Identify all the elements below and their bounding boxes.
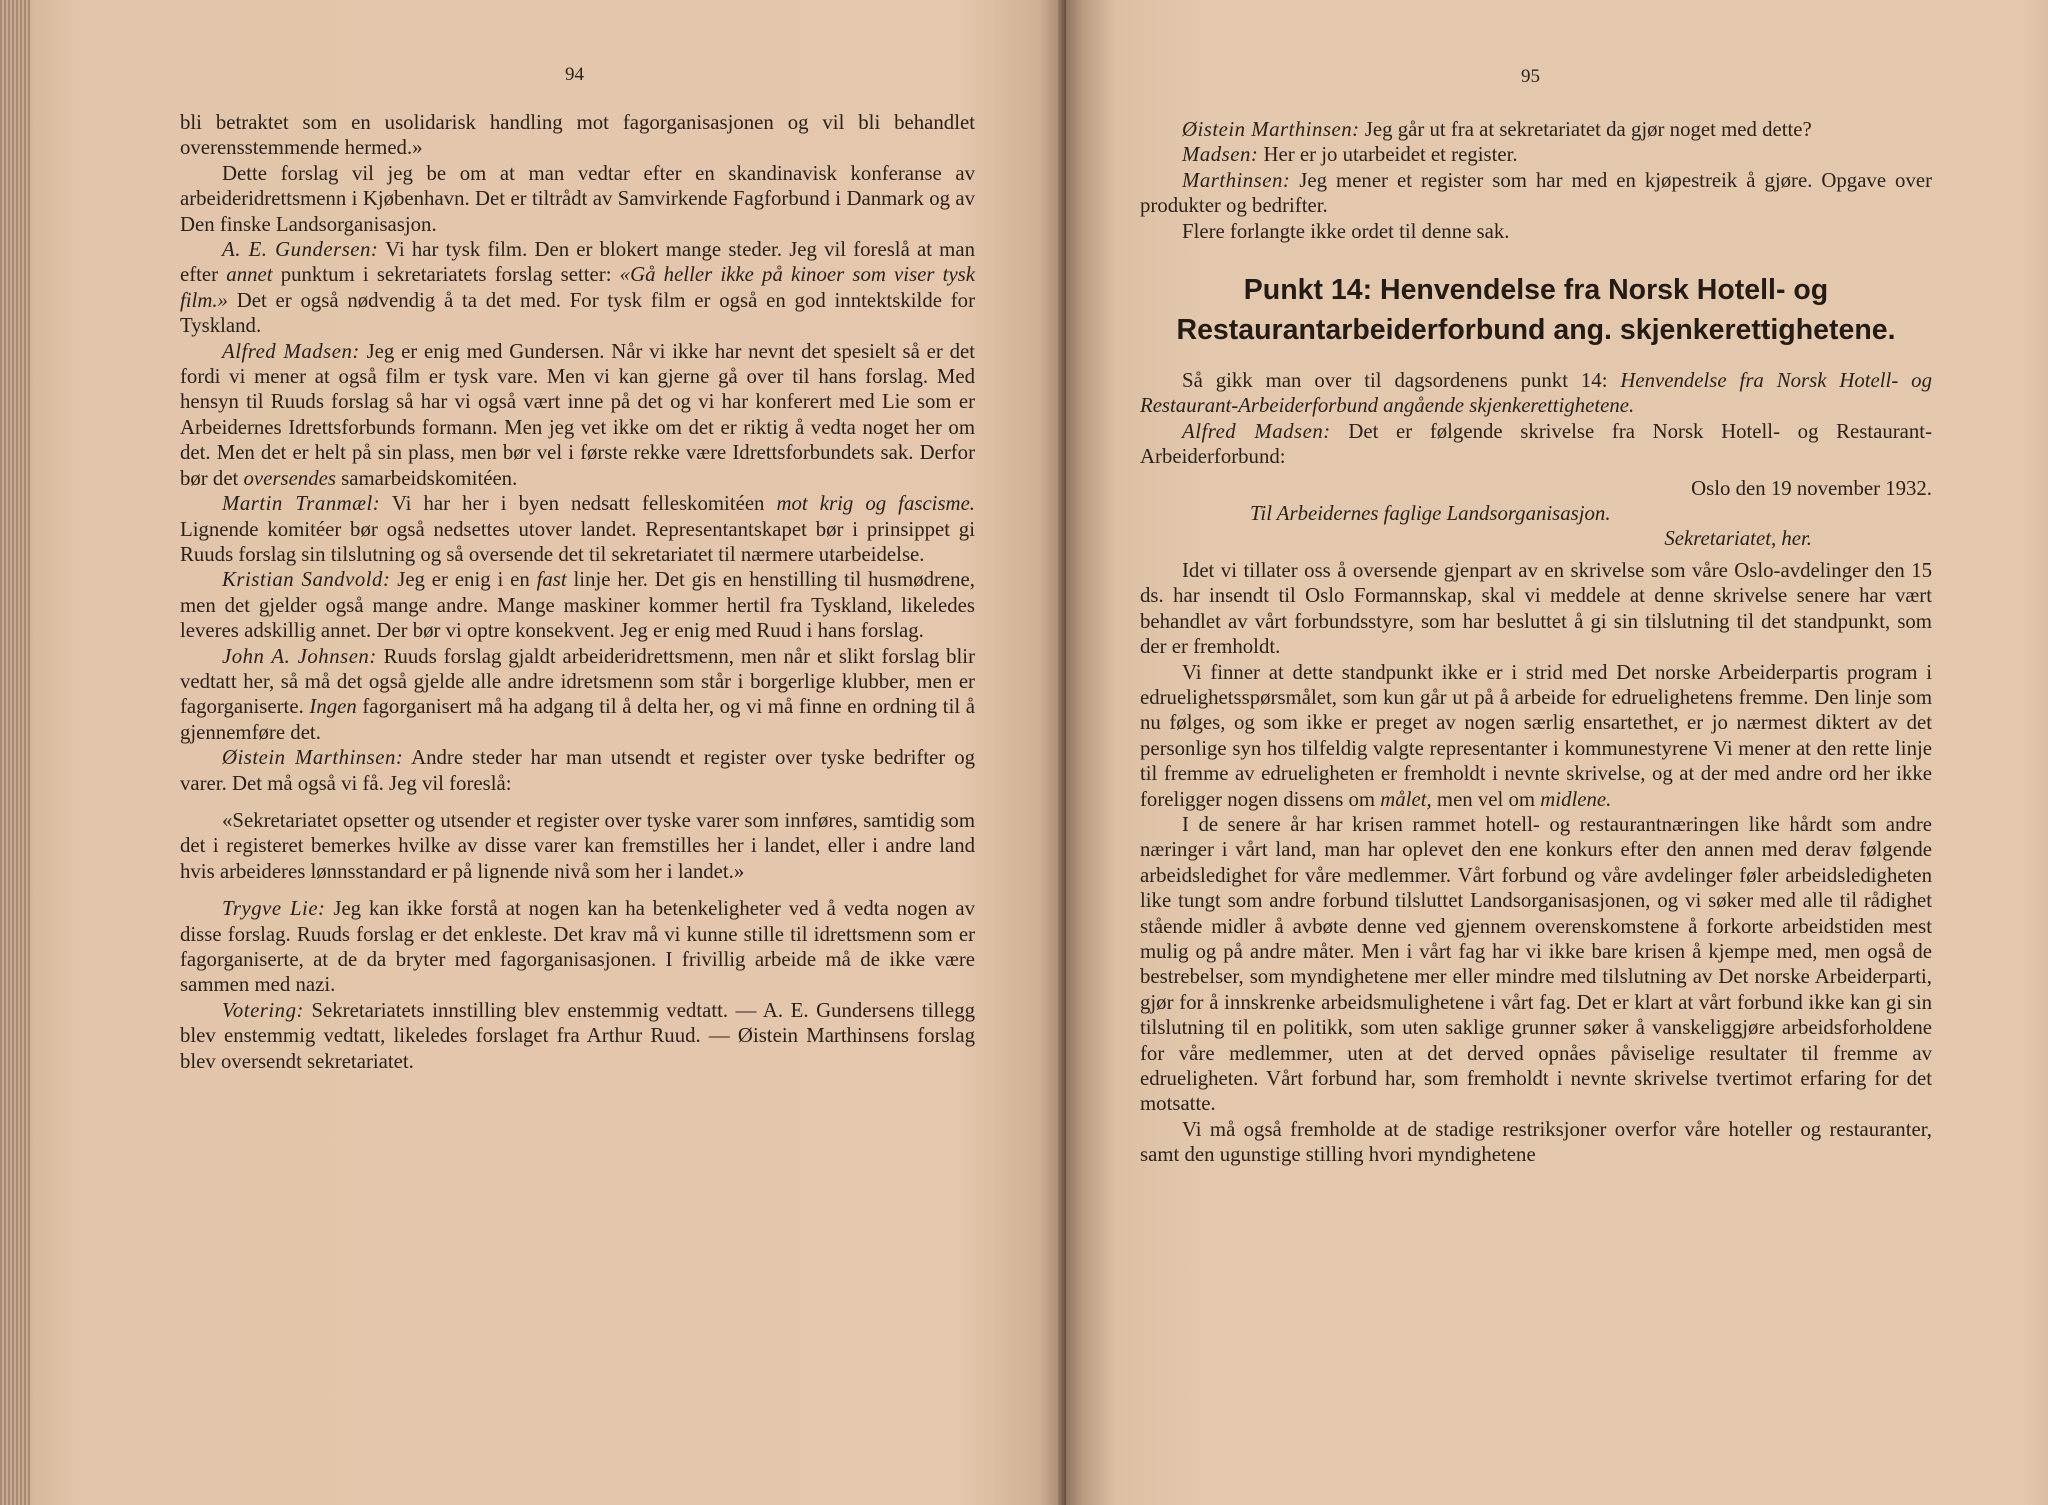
paragraph — [180, 644, 975, 746]
right-text-column — [1140, 117, 1932, 1168]
paragraph-text: Sekretariatets innstilling blev enstemmig vedtatt. — A. E. Gundersens tillegg blev enstemmig vedtatt, likeledes forslaget fra Arthur Ruud. — Øistein Marthinsens forslag blev oversendt sekretariatet. — [180, 998, 975, 1073]
paragraph — [1140, 219, 1932, 244]
paragraph-text: Flere forlangte ikke ordet til denne sak. — [1182, 219, 1510, 243]
paragraph-text: Andre steder har man utsendt et register over tyske bedrifter og varer. Det må også vi få. Jeg vil foreslå: — [180, 746, 976, 795]
left-text-column — [180, 110, 975, 1074]
paragraph-text: Vi har tysk film. Den er blokert mange steder. Jeg vil foreslå at man efter — [180, 238, 975, 287]
speaker-name: Marthinsen: — [1182, 168, 1291, 192]
speaker-name: John A. Johnsen: — [222, 644, 377, 668]
paragraph-text: Så gikk man over til dagsordenens punkt 14: — [1182, 369, 1621, 393]
paragraph-text: fagorganisert må ha adgang til å delta her, og vi må finne en ordning til å gjennemføre det. — [180, 695, 975, 744]
speaker-name: Madsen: — [1182, 143, 1259, 167]
letter-addressee — [1140, 501, 1932, 526]
emphasis: målet, — [1380, 787, 1432, 811]
paragraph-text: Vi har her i byen nedsatt felleskomitéen — [380, 492, 777, 516]
paragraph-text: punktum i sekretariatets forslag setter: — [272, 263, 620, 287]
speaker-name: Øistein Marthinsen: — [1182, 118, 1360, 141]
paragraph-text: Jeg går ut fra at sekretariatet da gjør noget med dette? — [1359, 118, 1812, 141]
right-page — [1066, 0, 2048, 1505]
paragraph-text: samarbeidskomitéen. — [335, 466, 518, 490]
paragraph-text: bli betraktet som en usolidarisk handling mot fagorganisasjonen og vil bli behandlet overensstemmende hermed.» — [180, 111, 975, 160]
heading-line: Punkt 14: Henvendelse fra Norsk Hotell- og — [1243, 274, 1829, 307]
paragraph-text: Det er også nødvendig å ta det med. For tysk film er også en god inntektskilde for Tyskland. — [180, 288, 975, 338]
speaker-name: Kristian Sandvold: — [222, 568, 391, 592]
paragraph — [180, 110, 975, 161]
emphasis: «Gå heller ikke på kinoer som viser tysk film.» — [180, 263, 976, 312]
salutation-text: Sekretariatet, her. — [1664, 527, 1812, 551]
paragraph-text: Vi må også fremholde at de stadige restriksjoner overfor våre hoteller og restauranter, samt den ugunstige stilling hvori myndighetene — [1140, 1117, 1932, 1167]
emphasis: Ingen — [309, 695, 357, 719]
paragraph-text: linje her. Det gis en henstilling til husmødrene, men det gjelder også mange andre. Mange maskiner kommer hertil fra Tyskland, likeledes leveres adskillig annet. Der bør vi optre konsekvent. Jeg er enig med Ruud i hans forslag. — [180, 568, 975, 643]
quoted-proposal — [180, 808, 975, 884]
paragraph-text: Jeg mener et register som har med en kjøpestreik å gjøre. Opgave over produkter og bedrifter. — [1140, 168, 1932, 218]
paragraph — [180, 339, 975, 491]
paragraph-text: «Sekretariatet opsetter og utsender et register over tyske varer som innføres, samtidig som det i registeret bemerkes hvilke av disse varer kan fremstilles her i landet, eller i andre land hvis arbeideres lønnsstandard er på lignende nivå som her i landet.» — [180, 808, 975, 883]
letter-paragraph — [1140, 660, 1932, 812]
emphasis: midlene. — [1540, 787, 1612, 811]
emphasis: Henvendelse fra Norsk Hotell- og Restaurant-Arbeiderforbund angående skjenkerettighetene. — [1140, 369, 1932, 418]
speaker-name: A. E. Gundersen: — [222, 238, 379, 262]
heading-line: Restaurantarbeiderforbund ang. skjenkerettighetene. — [1176, 314, 1896, 347]
paragraph — [1140, 117, 1932, 142]
paragraph-text: Her er jo utarbeidet et register. — [1258, 143, 1518, 167]
letter-salutation — [1140, 526, 1932, 551]
paragraph — [1140, 168, 1932, 219]
section-heading — [1140, 270, 1932, 350]
letter-paragraph — [1140, 1117, 1932, 1168]
emphasis: fast — [536, 568, 567, 592]
paragraph-text: Ruuds forslag gjaldt arbeideridrettsmenn, men når et slikt forslag blir vedtatt her, så må det også gjelde alle andre idretsmenn som står i borgerlige klubber, men er fagorganiserte. — [180, 644, 975, 719]
paragraph-text: Idet vi tillater oss å oversende gjenpart av en skrivelse som våre Oslo-avdelinger den 15 ds. har insendt til Oslo Formannskap, skal vi meddele at denne skrivelse senere har vært behandlet av vårt forbundsstyre, som har besluttet å gi sin tilslutning til det standpunkt, som der er fremholdt. — [1140, 558, 1932, 659]
letter-paragraph — [1140, 558, 1932, 660]
paragraph — [180, 896, 975, 998]
paragraph-text: Vi finner at dette standpunkt ikke er i strid med Det norske Arbeiderpartis program i edruelighetsspørsmålet, som kun går ut på å arbeide for edruelighetens fremme. Den linje som nu følges, og som ikke er preget av nogen særlig ensartethet, er jo nærmest diktert av det personlige syn hos tilfeldig valgte representanter i kommunestyrene Vi mener at den rette linje til fremme av edrueligheten er fremholdt i nevnte skrivelse, og at der med andre ord her ikke foreligger nogen dissens om — [1140, 660, 1932, 811]
paragraph-text: men vel om — [1431, 787, 1541, 811]
paragraph-text: Jeg kan ikke forstå at nogen kan ha betenkeligheter ved å vedta nogen av disse forslag. Ruuds forslag er det enkleste. Det krav må vi kunne stille til idrettsmenn som er fagorganiserte, at de da bryter med fagorganisasjonen. I frivillig arbeide må de ikke være sammen med nazi. — [180, 897, 975, 997]
speaker-name: Øistein Marthinsen: — [222, 746, 404, 770]
speaker-name: Alfred Madsen: — [1182, 419, 1331, 443]
paragraph — [180, 161, 975, 237]
speaker-name: Alfred Madsen: — [222, 339, 360, 363]
addressee-text: Til Arbeidernes faglige Landsorganisasjon. — [1250, 502, 1611, 526]
paragraph — [1140, 142, 1932, 167]
paragraph-text: Det er følgende skrivelse fra Norsk Hotell- og Restaurant-Arbeiderforbund: — [1140, 419, 1932, 469]
emphasis: oversendes — [243, 466, 336, 490]
paragraph — [180, 745, 975, 796]
paragraph-text: Jeg er enig med Gundersen. Når vi ikke har nevnt det spesielt så er det fordi vi mener at også film er tysk vare. Men vi kan gjerne gå over til hans forslag. Med hensyn til Ruuds forslag så har vi også vært inne på det og vi har konferert med Lie som er Arbeidernes Idrettsforbunds formann. Men jeg vet ikke om det er riktig å vedta noget her om det. Men det er helt på sin plass, men bør vel i første rekke være Idrettsforbundets sak. Derfor bør det — [180, 339, 975, 490]
paragraph — [180, 567, 975, 643]
paragraph — [1140, 419, 1932, 470]
paragraph-text: Dette forslag vil jeg be om at man vedtar efter en skandinavisk konferanse av arbeideridrettsmenn i Kjøbenhavn. Det er tiltrådt av Samvirkende Fagforbund i Danmark og av Den finske Landsorganisasjon. — [180, 161, 975, 236]
paragraph — [180, 237, 975, 339]
emphasis: mot krig og fascisme. — [776, 492, 975, 516]
paragraph-text: I de senere år har krisen rammet hotell- og restaurantnæringen like hårdt som andre næringer i vårt land, man har oplevet den ene konkurs efter den annen med derav følgende arbeidsledighet for våre medlemmer. Vårt forbund og våre avdelinger føler arbeidsledigheten like tungt som andre forbund tilsluttet Landsorganisasjonen, og vi søker med alle til rådighet stående midler å avbøte denne ved gjennem overenskomstene å forkorte arbeidstiden mest mulig og på andre måter. Men i vårt fag har vi ikke bare krisen å kjempe med, men også de bestrebelser, som myndighetene mer eller mindre med tilslutning av Det norske Arbeiderparti, gjør for å innskrenke arbeidsmulighetene i vårt fag. Det er klart at vårt forbund ikke kan gi sin tilslutning til en politikk, som uten saklige grunner søker å vanskeliggjøre arbeidsforholdene for våre medlemmer, uten at det derved opnåes påviselige resultater til fremme av edrueligheten. Vårt forbund har, som fremholdt i nevnte skrivelse tvertimot erfaring for det motsatte. — [1140, 812, 1932, 1116]
emphasis: annet — [226, 263, 273, 287]
page-edges — [0, 0, 30, 1505]
paragraph — [180, 491, 975, 567]
paragraph — [1140, 368, 1932, 419]
speaker-name: Trygve Lie: — [222, 897, 326, 921]
speaker-name: Martin Tranmæl: — [222, 492, 381, 516]
page-number: 94 — [565, 64, 584, 85]
paragraph — [180, 998, 975, 1074]
letter-paragraph — [1140, 812, 1932, 1117]
paragraph-text: Lignende komitéer bør også nedsettes utover landet. Representantskapet bør i prinsippet gi Ruuds forslag sin tilslutning og så oversende det til sekretariatet til nærmere utarbeidelse. — [180, 517, 975, 566]
speaker-name: Votering: — [222, 998, 304, 1022]
page-number: 95 — [1521, 66, 1540, 87]
paragraph-text: Jeg er enig i en — [390, 568, 537, 592]
letter-date: Oslo den 19 november 1932. — [1691, 476, 1932, 500]
